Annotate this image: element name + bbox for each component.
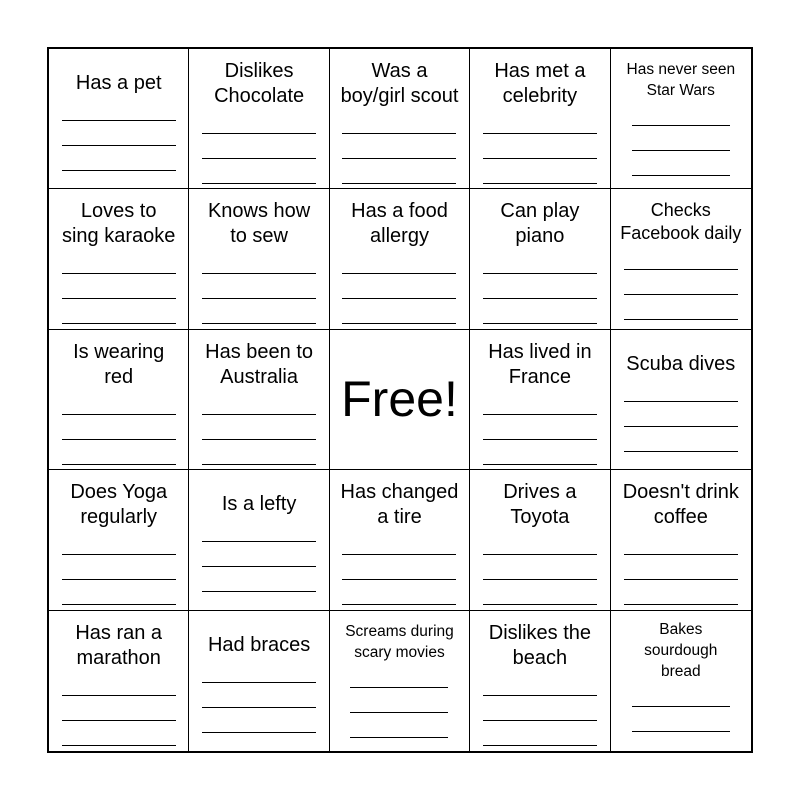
bingo-square bbox=[189, 611, 329, 751]
bingo-square bbox=[330, 189, 470, 329]
signature-line[interactable] bbox=[62, 121, 176, 146]
signature-line[interactable] bbox=[483, 696, 597, 721]
signature-lines[interactable] bbox=[483, 390, 597, 465]
signature-line[interactable] bbox=[62, 299, 176, 324]
signature-line[interactable] bbox=[342, 249, 456, 274]
square-label: Has never seen Star Wars bbox=[626, 61, 736, 99]
signature-line[interactable] bbox=[62, 146, 176, 171]
signature-line[interactable] bbox=[632, 101, 730, 126]
bingo-square bbox=[49, 611, 189, 751]
square-label: Has met a celebrity bbox=[494, 60, 586, 107]
signature-line[interactable] bbox=[632, 682, 730, 707]
square-label: Dislikes the beach bbox=[488, 621, 592, 669]
bingo-square bbox=[611, 330, 751, 470]
signature-line[interactable] bbox=[202, 567, 316, 592]
signature-lines[interactable] bbox=[624, 530, 738, 605]
square-label: Checks Facebook daily bbox=[620, 200, 742, 244]
signature-lines[interactable] bbox=[202, 517, 316, 592]
square-label: Loves to sing karaoke bbox=[61, 200, 176, 248]
free-space bbox=[330, 330, 470, 470]
signature-lines[interactable] bbox=[350, 663, 448, 738]
signature-line[interactable] bbox=[483, 555, 597, 580]
bingo-square bbox=[189, 330, 329, 470]
signature-lines[interactable] bbox=[342, 249, 456, 324]
signature-line[interactable] bbox=[62, 671, 176, 696]
square-label: Bakes sourdough bread bbox=[644, 620, 718, 680]
signature-lines[interactable] bbox=[202, 249, 316, 324]
bingo-square bbox=[611, 189, 751, 329]
signature-line[interactable] bbox=[202, 517, 316, 542]
square-label: Has been to Australia bbox=[205, 340, 314, 388]
signature-line[interactable] bbox=[624, 530, 738, 555]
signature-lines[interactable] bbox=[483, 109, 597, 184]
bingo-square bbox=[470, 49, 610, 189]
signature-line[interactable] bbox=[202, 390, 316, 415]
square-label: Knows how to sew bbox=[207, 200, 311, 248]
signature-line[interactable] bbox=[342, 134, 456, 159]
signature-line[interactable] bbox=[342, 274, 456, 299]
signature-lines[interactable] bbox=[342, 109, 456, 184]
signature-line[interactable] bbox=[202, 249, 316, 274]
signature-line[interactable] bbox=[62, 274, 176, 299]
square-label: Has lived in France bbox=[488, 340, 592, 388]
bingo-square bbox=[470, 189, 610, 329]
signature-line[interactable] bbox=[624, 270, 738, 295]
bingo-square bbox=[49, 189, 189, 329]
signature-line[interactable] bbox=[202, 542, 316, 567]
bingo-square bbox=[611, 49, 751, 189]
square-label: Does Yoga regularly bbox=[70, 481, 168, 529]
signature-line[interactable] bbox=[483, 109, 597, 134]
signature-lines[interactable] bbox=[62, 530, 176, 605]
square-label: Has changed a tire bbox=[340, 481, 459, 529]
signature-line[interactable] bbox=[483, 671, 597, 696]
square-label: Has ran a marathon bbox=[75, 621, 163, 669]
signature-line[interactable] bbox=[202, 134, 316, 159]
signature-line[interactable] bbox=[202, 683, 316, 708]
bingo-square bbox=[189, 49, 329, 189]
signature-line[interactable] bbox=[483, 390, 597, 415]
signature-lines[interactable] bbox=[62, 96, 176, 171]
signature-line[interactable] bbox=[632, 151, 730, 176]
signature-lines[interactable] bbox=[624, 377, 738, 452]
signature-line[interactable] bbox=[350, 688, 448, 713]
signature-line[interactable] bbox=[202, 274, 316, 299]
signature-line[interactable] bbox=[202, 109, 316, 134]
signature-line[interactable] bbox=[483, 415, 597, 440]
signature-line[interactable] bbox=[342, 299, 456, 324]
signature-line[interactable] bbox=[202, 159, 316, 184]
signature-line[interactable] bbox=[624, 427, 738, 452]
free-label: Free! bbox=[341, 371, 458, 428]
square-label: Can play piano bbox=[500, 200, 580, 248]
square-label: Is a lefty bbox=[221, 493, 297, 516]
signature-line[interactable] bbox=[62, 249, 176, 274]
signature-lines[interactable] bbox=[62, 671, 176, 746]
signature-line[interactable] bbox=[624, 402, 738, 427]
signature-lines[interactable] bbox=[483, 671, 597, 746]
signature-line[interactable] bbox=[62, 440, 176, 465]
bingo-square bbox=[470, 470, 610, 610]
signature-line[interactable] bbox=[624, 555, 738, 580]
signature-line[interactable] bbox=[202, 708, 316, 733]
square-label: Scuba dives bbox=[626, 352, 736, 375]
signature-line[interactable] bbox=[202, 299, 316, 324]
square-label: Has a pet bbox=[75, 72, 162, 94]
signature-line[interactable] bbox=[350, 663, 448, 688]
square-label: Screams during scary movies bbox=[345, 622, 454, 661]
bingo-square bbox=[611, 470, 751, 610]
bingo-square bbox=[470, 611, 610, 751]
square-label: Is wearing red bbox=[73, 340, 165, 388]
square-label: Doesn't drink coffee bbox=[622, 481, 739, 529]
signature-line[interactable] bbox=[483, 274, 597, 299]
signature-line[interactable] bbox=[342, 109, 456, 134]
signature-line[interactable] bbox=[62, 530, 176, 555]
signature-line[interactable] bbox=[632, 707, 730, 732]
signature-line[interactable] bbox=[202, 658, 316, 683]
signature-line[interactable] bbox=[62, 390, 176, 415]
signature-line[interactable] bbox=[624, 245, 738, 270]
signature-line[interactable] bbox=[483, 249, 597, 274]
signature-line[interactable] bbox=[202, 440, 316, 465]
signature-lines[interactable] bbox=[202, 390, 316, 465]
signature-line[interactable] bbox=[62, 96, 176, 121]
signature-line[interactable] bbox=[62, 721, 176, 746]
signature-lines[interactable] bbox=[632, 101, 730, 176]
bingo-square bbox=[330, 470, 470, 610]
signature-lines[interactable] bbox=[202, 109, 316, 184]
signature-line[interactable] bbox=[342, 580, 456, 605]
signature-lines[interactable] bbox=[483, 249, 597, 324]
signature-line[interactable] bbox=[483, 299, 597, 324]
signature-line[interactable] bbox=[342, 555, 456, 580]
bingo-card bbox=[47, 47, 753, 753]
signature-line[interactable] bbox=[483, 530, 597, 555]
signature-line[interactable] bbox=[62, 580, 176, 605]
signature-lines[interactable] bbox=[202, 658, 316, 733]
square-label: Dislikes Chocolate bbox=[214, 60, 305, 107]
bingo-square bbox=[189, 189, 329, 329]
signature-line[interactable] bbox=[624, 377, 738, 402]
square-label: Had braces bbox=[207, 633, 311, 656]
signature-lines[interactable] bbox=[632, 682, 730, 751]
square-label: Drives a Toyota bbox=[503, 481, 577, 529]
square-label: Was a boy/girl scout bbox=[340, 60, 459, 107]
bingo-square bbox=[49, 49, 189, 189]
signature-line[interactable] bbox=[483, 440, 597, 465]
signature-line[interactable] bbox=[342, 530, 456, 555]
signature-line[interactable] bbox=[342, 159, 456, 184]
signature-line[interactable] bbox=[483, 159, 597, 184]
signature-line[interactable] bbox=[350, 713, 448, 738]
signature-line[interactable] bbox=[483, 134, 597, 159]
signature-lines[interactable] bbox=[62, 390, 176, 465]
signature-lines[interactable] bbox=[62, 249, 176, 324]
signature-line[interactable] bbox=[202, 415, 316, 440]
signature-line[interactable] bbox=[632, 732, 730, 751]
signature-line[interactable] bbox=[632, 126, 730, 151]
signature-lines[interactable] bbox=[624, 245, 738, 320]
signature-line[interactable] bbox=[62, 415, 176, 440]
bingo-square bbox=[49, 470, 189, 610]
bingo-square bbox=[611, 611, 751, 751]
signature-lines[interactable] bbox=[483, 530, 597, 605]
signature-line[interactable] bbox=[483, 721, 597, 746]
signature-lines[interactable] bbox=[342, 530, 456, 605]
square-label: Has a food allergy bbox=[351, 200, 448, 248]
signature-line[interactable] bbox=[62, 696, 176, 721]
bingo-square bbox=[330, 611, 470, 751]
bingo-square bbox=[470, 330, 610, 470]
bingo-square bbox=[330, 49, 470, 189]
bingo-square bbox=[49, 330, 189, 470]
signature-line[interactable] bbox=[483, 580, 597, 605]
bingo-square bbox=[189, 470, 329, 610]
signature-line[interactable] bbox=[624, 295, 738, 320]
signature-line[interactable] bbox=[624, 580, 738, 605]
signature-line[interactable] bbox=[62, 555, 176, 580]
